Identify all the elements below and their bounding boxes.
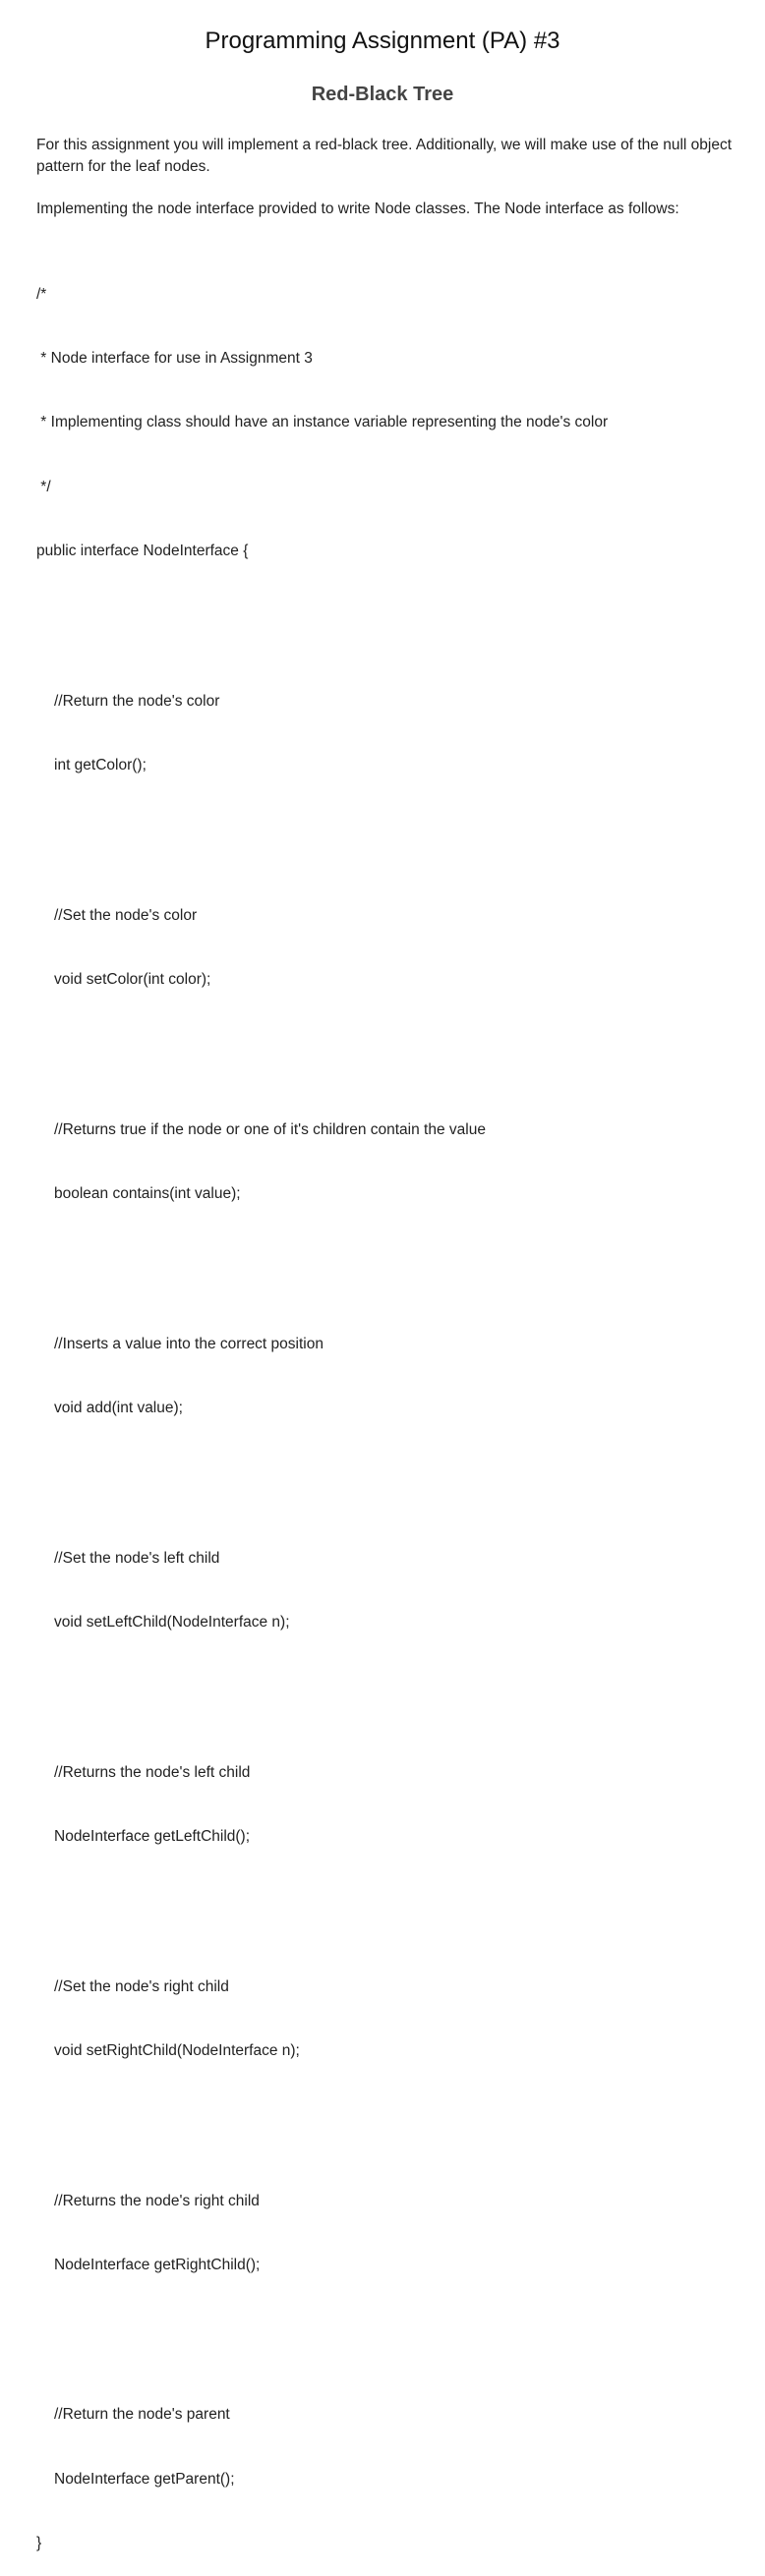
instructions-paragraph: Implementing the node interface provided to write Node classes. The Node interface as follows:	[36, 200, 679, 217]
method-comment: //Returns the node's left child	[54, 1763, 251, 1781]
method-comment: //Returns true if the node or one of it's children contain the value	[54, 1120, 486, 1138]
method-signature: NodeInterface getRightChild();	[54, 2256, 261, 2273]
page-title: Programming Assignment (PA) #3	[205, 28, 560, 54]
method-signature: void setLeftChild(NodeInterface n);	[54, 1614, 290, 1631]
blank-line	[36, 1676, 608, 1697]
blank-line	[36, 1461, 608, 1483]
code-comment-line: * Implementing class should have an instance variable representing the node's color	[36, 414, 609, 431]
method-comment: //Return the node's parent	[54, 2406, 230, 2424]
method-signature: NodeInterface getParent();	[54, 2470, 235, 2488]
blank-line	[36, 605, 608, 627]
blank-line	[36, 820, 608, 841]
code-comment-line: * Node interface for use in Assignment 3	[36, 349, 313, 367]
code-comment-open: /*	[36, 285, 47, 303]
method-comment: //Set the node's color	[54, 906, 198, 924]
method-signature: boolean contains(int value);	[54, 1185, 241, 1203]
method-signature: int getColor();	[54, 757, 147, 774]
method-comment: //Inserts a value into the correct position	[54, 1335, 324, 1352]
method-signature: void setColor(int color);	[54, 971, 211, 989]
method-comment: //Returns the node's right child	[54, 2192, 260, 2209]
method-comment: //Set the node's left child	[54, 1549, 220, 1567]
blank-line	[36, 2318, 608, 2340]
closing-brace: }	[36, 2535, 42, 2552]
method-signature: NodeInterface getLeftChild();	[54, 1827, 251, 1845]
method-signature: void setRightChild(NodeInterface n);	[54, 2041, 300, 2059]
blank-line	[36, 2104, 608, 2126]
interface-declaration: public interface NodeInterface {	[36, 543, 249, 560]
method-comment: //Set the node's right child	[54, 1977, 229, 1995]
page-subtitle: Red-Black Tree	[311, 84, 454, 105]
blank-line	[36, 1890, 608, 1912]
code-block	[36, 241, 608, 2576]
intro-paragraph: For this assignment you will implement a red-black tree. Additionally, we will make use of the null object pattern for the leaf nodes.	[36, 137, 733, 175]
code-comment-close: */	[36, 478, 51, 495]
blank-line	[36, 1247, 608, 1269]
method-comment: //Return the node's color	[54, 692, 220, 710]
method-signature: void add(int value);	[54, 1400, 183, 1417]
blank-line	[36, 1033, 608, 1055]
